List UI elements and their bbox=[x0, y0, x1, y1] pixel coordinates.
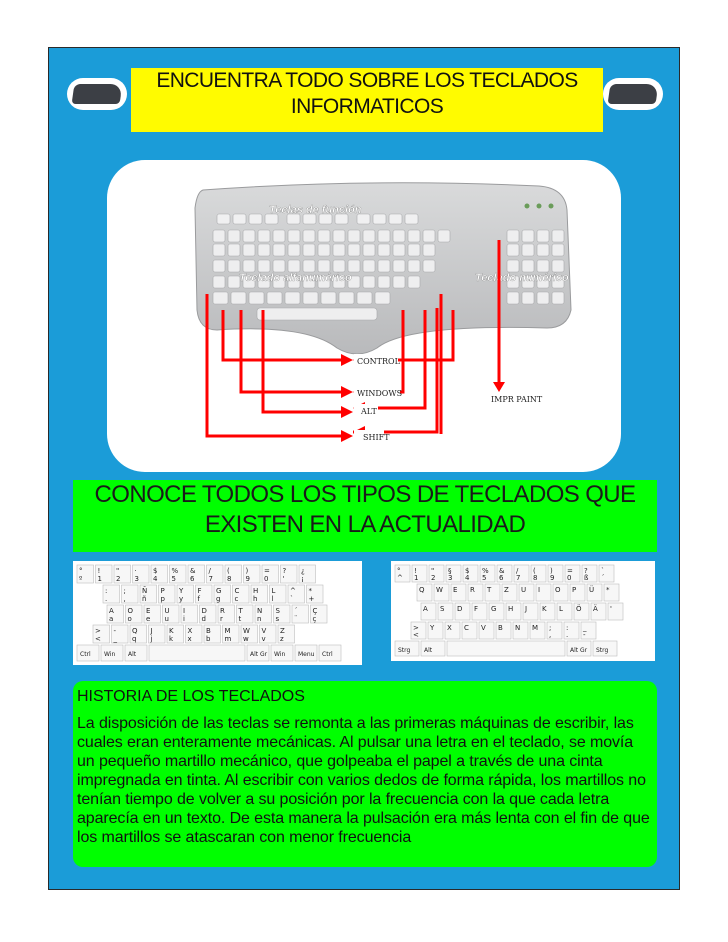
layout-key-label: ? bbox=[282, 567, 287, 575]
history-box bbox=[73, 681, 657, 867]
photo-key bbox=[537, 292, 549, 304]
layout-key-label: 6 bbox=[499, 574, 504, 582]
layout-key-label: G bbox=[491, 605, 497, 613]
layout-key-label: H bbox=[253, 587, 259, 595]
layout-key-label: § bbox=[448, 567, 452, 575]
photo-key bbox=[249, 292, 264, 304]
callout-labels bbox=[354, 354, 543, 443]
layout-key-label: S bbox=[275, 607, 280, 615]
layout-key-label: N bbox=[515, 624, 521, 632]
layout-key-label: f bbox=[197, 595, 200, 603]
layout-key-label: X bbox=[447, 624, 452, 632]
layout-spacebar bbox=[447, 641, 565, 656]
layout-key-label: Win bbox=[104, 651, 116, 658]
photo-key bbox=[318, 244, 330, 256]
photo-key bbox=[522, 260, 534, 272]
photo-key bbox=[393, 276, 405, 288]
photo-key bbox=[408, 276, 420, 288]
layout-key-label: , bbox=[549, 631, 552, 639]
layout-key-label: 2 bbox=[116, 575, 121, 583]
layout-key-label: x bbox=[187, 635, 192, 643]
layout-key-label: Z bbox=[504, 586, 509, 594]
history-heading: HISTORIA DE LOS TECLADOS bbox=[77, 688, 305, 705]
photo-key bbox=[507, 230, 519, 242]
photo-key bbox=[423, 244, 435, 256]
layout-key-label: h bbox=[253, 595, 258, 603]
title-line-2: INFORMATICOS bbox=[290, 95, 444, 118]
photo-key bbox=[522, 292, 534, 304]
layout-key-label: ^ bbox=[290, 587, 296, 595]
layout-key-label: t bbox=[238, 615, 242, 623]
layout-key-label: Alt bbox=[128, 651, 137, 658]
photo-key bbox=[522, 230, 534, 242]
layout-key-label: B bbox=[206, 627, 211, 635]
layout-key-label: M bbox=[532, 624, 539, 632]
label-shift: SHIFT bbox=[363, 433, 390, 442]
layout-key-label: / bbox=[208, 567, 211, 575]
photo-key bbox=[318, 260, 330, 272]
layout-key-label: _ bbox=[113, 635, 117, 643]
layout-key-label: L bbox=[559, 605, 563, 613]
layout-key-label: Y bbox=[430, 624, 435, 632]
label-alphanumeric: Teclado alfanumérico bbox=[239, 272, 352, 284]
layout-key-label: T bbox=[487, 586, 492, 594]
layout-key-label: * bbox=[308, 587, 312, 595]
photo-key bbox=[303, 260, 315, 272]
photo-key bbox=[348, 260, 360, 272]
poster bbox=[48, 47, 680, 890]
layout-key-label: ° bbox=[79, 567, 83, 575]
keyboard-thumbnail-left bbox=[67, 78, 127, 110]
photo-key bbox=[258, 244, 270, 256]
photo-key bbox=[285, 292, 300, 304]
photo-key bbox=[333, 260, 345, 272]
photo-key bbox=[378, 260, 390, 272]
layout-key-label: ) bbox=[245, 567, 249, 575]
layout-key-label: _ bbox=[583, 624, 587, 632]
layout-key-label: ( bbox=[227, 567, 230, 575]
photo-key bbox=[333, 230, 345, 242]
layout-key-label: W bbox=[243, 627, 250, 635]
photo-key bbox=[378, 244, 390, 256]
label-print-screen: IMPR PAINT bbox=[491, 395, 543, 404]
layout-key-label: Alt bbox=[424, 647, 433, 654]
layout-key-label: 5 bbox=[171, 575, 176, 583]
layout-key-label: ç bbox=[312, 615, 317, 623]
layout-key-label: q bbox=[132, 635, 137, 643]
layout-key-label: ! bbox=[414, 567, 417, 575]
layout-key-label: v bbox=[261, 635, 266, 643]
layout-key-label: C bbox=[234, 587, 240, 595]
layout-key-label: ` bbox=[290, 595, 294, 603]
layout-key-label: z bbox=[280, 635, 284, 643]
layout-key-label: ' bbox=[610, 605, 612, 613]
layout-key-label: 9 bbox=[550, 574, 555, 582]
photo-key bbox=[363, 230, 375, 242]
layout-key-label: V bbox=[481, 624, 486, 632]
layout-key-label: ¿ bbox=[301, 567, 305, 575]
photo-key bbox=[228, 244, 240, 256]
layout-key-label: % bbox=[171, 567, 179, 575]
layout-key-label: d bbox=[201, 615, 206, 623]
photo-key bbox=[408, 244, 420, 256]
layout-key-label: Ç bbox=[312, 607, 318, 615]
layout-key-label: L bbox=[271, 587, 276, 595]
layout-key-label: a bbox=[109, 615, 114, 623]
layout-key-label: - bbox=[583, 631, 586, 639]
layout-key-label: ¨ bbox=[294, 615, 298, 623]
layout-key-label: j bbox=[150, 635, 153, 643]
layout-key-label: & bbox=[499, 567, 505, 575]
layout-key-label: W bbox=[436, 586, 443, 594]
photo-key bbox=[258, 260, 270, 272]
photo-key bbox=[243, 260, 255, 272]
layout-key-label: I bbox=[183, 607, 186, 615]
layout-key-label: 5 bbox=[482, 574, 487, 582]
layout-key-label: ´ bbox=[601, 574, 605, 582]
layout-key-label: U bbox=[521, 586, 527, 594]
layout-key-label: ! bbox=[97, 567, 101, 575]
photo-key bbox=[228, 260, 240, 272]
layout-key-label: 1 bbox=[97, 575, 102, 583]
layout-key-label: 0 bbox=[567, 574, 572, 582]
layout-key-label: ° bbox=[397, 567, 401, 575]
status-led bbox=[537, 204, 542, 209]
layout-key-label: ´ bbox=[294, 607, 298, 615]
photo-key bbox=[273, 260, 285, 272]
photo-key bbox=[231, 292, 246, 304]
photo-key bbox=[438, 230, 450, 242]
layout-key-label: F bbox=[197, 587, 202, 595]
layout-key-label: K bbox=[542, 605, 547, 613]
layout-key-label: R bbox=[220, 607, 225, 615]
photo-key bbox=[213, 244, 225, 256]
layout-key-label: $ bbox=[153, 567, 158, 575]
photo-key bbox=[522, 244, 534, 256]
photo-key bbox=[243, 244, 255, 256]
photo-key bbox=[228, 230, 240, 242]
layout-key-label: ( bbox=[533, 567, 536, 575]
layout-key-label: Ä bbox=[593, 605, 598, 613]
layout-key-label: / bbox=[516, 567, 519, 575]
label-alt: ALT bbox=[361, 407, 377, 416]
photo-key bbox=[552, 260, 564, 272]
dvorak-layout bbox=[73, 561, 362, 665]
layout-key-label: D bbox=[457, 605, 463, 613]
photo-key bbox=[258, 230, 270, 242]
photo-key bbox=[339, 292, 354, 304]
keyboard-thumbnail-right bbox=[603, 78, 663, 110]
layout-key-label: Ñ bbox=[142, 587, 148, 595]
layout-key-label: ' bbox=[282, 575, 285, 583]
keyboard-diagram bbox=[107, 160, 621, 472]
layout-key-label: < bbox=[95, 635, 101, 643]
layout-key-label: 0 bbox=[264, 575, 269, 583]
layout-key-label: S bbox=[440, 605, 445, 613]
photo-key bbox=[507, 292, 519, 304]
photo-key bbox=[393, 244, 405, 256]
layout-key-label: s bbox=[275, 615, 280, 623]
title-banner bbox=[131, 68, 603, 132]
layout-key-label: + bbox=[308, 595, 315, 603]
layout-key-label: 2 bbox=[431, 574, 436, 582]
german-layout-image bbox=[391, 561, 655, 661]
layout-key-label: " bbox=[431, 567, 435, 575]
photo-key bbox=[273, 244, 285, 256]
photo-key bbox=[423, 260, 435, 272]
layout-key-label: A bbox=[423, 605, 428, 613]
photo-key bbox=[333, 244, 345, 256]
layout-key-label: * bbox=[606, 586, 610, 594]
layout-key-label: y bbox=[179, 595, 184, 603]
photo-function-key bbox=[389, 214, 402, 224]
layout-key-label: e bbox=[146, 615, 151, 623]
layout-key-label: A bbox=[109, 607, 114, 615]
photo-key bbox=[348, 244, 360, 256]
layout-key-label: Win bbox=[274, 651, 286, 658]
layout-key-label: N bbox=[257, 607, 263, 615]
layout-key-label: O bbox=[555, 586, 561, 594]
layout-key-label: g bbox=[216, 595, 221, 603]
layout-key-label: Strg bbox=[596, 647, 609, 654]
photo-function-key bbox=[405, 214, 418, 224]
layout-key-label: 7 bbox=[516, 574, 521, 582]
photo-key bbox=[303, 230, 315, 242]
layout-key-label: 6 bbox=[190, 575, 195, 583]
layout-key-label: m bbox=[224, 635, 232, 643]
status-led bbox=[525, 204, 530, 209]
photo-function-key bbox=[217, 214, 230, 224]
photo-key bbox=[537, 244, 549, 256]
layout-key-label: Strg bbox=[398, 647, 411, 654]
layout-key-label: . bbox=[566, 631, 569, 639]
layout-key-label: Y bbox=[179, 587, 184, 595]
photo-key bbox=[288, 244, 300, 256]
photo-key bbox=[288, 260, 300, 272]
layout-key-label: M bbox=[224, 627, 231, 635]
layout-key-label: 3 bbox=[134, 575, 139, 583]
layout-key-label: c bbox=[234, 595, 239, 603]
photo-key bbox=[213, 292, 228, 304]
photo-key bbox=[552, 292, 564, 304]
status-led bbox=[549, 204, 554, 209]
layout-key-label: 9 bbox=[245, 575, 250, 583]
layout-key-label: B bbox=[498, 624, 503, 632]
label-numeric-keypad: Teclado numérico bbox=[475, 272, 569, 284]
photo-key bbox=[537, 260, 549, 272]
layout-key-label: I bbox=[538, 586, 541, 594]
section-heading-line-1: CONOCE TODOS LOS TIPOS DE TECLADOS QUE bbox=[94, 481, 636, 508]
label-windows: WINDOWS bbox=[357, 389, 403, 398]
photo-key bbox=[213, 230, 225, 242]
photo-key bbox=[213, 260, 225, 272]
layout-key-label: X bbox=[187, 627, 193, 635]
layout-key-label: E bbox=[453, 586, 458, 594]
layout-key-label: % bbox=[482, 567, 489, 575]
layout-key-label: ` bbox=[601, 567, 605, 575]
layout-key-label: O bbox=[127, 607, 134, 615]
photo-key bbox=[303, 244, 315, 256]
photo-key bbox=[363, 276, 375, 288]
layout-key-label: Ctrl bbox=[80, 651, 91, 658]
layout-key-label: 3 bbox=[448, 574, 453, 582]
layout-key-label: r bbox=[220, 615, 223, 623]
layout-key-label: D bbox=[201, 607, 207, 615]
photo-key bbox=[318, 230, 330, 242]
layout-key-label: ; bbox=[549, 624, 552, 632]
layout-key-label: Ctrl bbox=[322, 651, 333, 658]
photo-key bbox=[321, 292, 336, 304]
photo-function-key bbox=[233, 214, 246, 224]
layout-key-label: K bbox=[169, 627, 174, 635]
photo-key bbox=[303, 292, 318, 304]
layout-key-label: = bbox=[567, 567, 573, 575]
layout-key-label: 8 bbox=[227, 575, 232, 583]
layout-key-label: w bbox=[243, 635, 249, 643]
layout-key-label: o bbox=[127, 615, 132, 623]
photo-key bbox=[408, 260, 420, 272]
photo-key bbox=[507, 244, 519, 256]
layout-key-label: º bbox=[79, 575, 83, 583]
layout-key-label: · bbox=[134, 567, 137, 575]
keyboard-diagram-panel bbox=[107, 160, 621, 472]
photo-key bbox=[273, 230, 285, 242]
dvorak-layout-image bbox=[73, 561, 362, 665]
layout-key-label: k bbox=[169, 635, 174, 643]
layout-key-label: 8 bbox=[533, 574, 538, 582]
photo-key bbox=[423, 230, 435, 242]
layout-key-label: T bbox=[238, 607, 243, 615]
photo-key bbox=[243, 230, 255, 242]
layout-key-label: ¡ bbox=[301, 575, 304, 583]
layout-key-label: < bbox=[413, 631, 419, 639]
layout-key-label: p bbox=[160, 595, 165, 603]
layout-key-label: V bbox=[261, 627, 267, 635]
layout-key-label: J bbox=[525, 605, 528, 613]
layout-key-label: : bbox=[566, 624, 569, 632]
layout-key-label: > bbox=[413, 624, 419, 632]
layout-key-label: Q bbox=[132, 627, 138, 635]
layout-key-label: , bbox=[123, 595, 126, 603]
photo-key bbox=[363, 244, 375, 256]
layout-key-label: 1 bbox=[414, 574, 419, 582]
layout-key-label: 4 bbox=[153, 575, 158, 583]
layout-key-label: C bbox=[464, 624, 469, 632]
layout-key-label: i bbox=[183, 615, 185, 623]
layout-key-label: ñ bbox=[142, 595, 147, 603]
photo-key bbox=[378, 276, 390, 288]
layout-key-label: 7 bbox=[208, 575, 213, 583]
photo-key bbox=[378, 230, 390, 242]
german-layout bbox=[391, 561, 655, 661]
layout-key-label: = bbox=[264, 567, 270, 575]
layout-key-label: G bbox=[216, 587, 222, 595]
photo-key bbox=[393, 230, 405, 242]
layout-key-label: Ü bbox=[589, 586, 595, 594]
section-heading-line-2: EXISTEN EN LA ACTUALIDAD bbox=[204, 511, 526, 538]
layout-key-label: Ö bbox=[576, 605, 582, 613]
layout-key-label: E bbox=[146, 607, 151, 615]
photo-key bbox=[393, 260, 405, 272]
layout-key-label: Q bbox=[419, 586, 425, 594]
layout-key-label: $ bbox=[465, 567, 470, 575]
layout-key-label: . bbox=[105, 595, 108, 603]
photo-key bbox=[507, 260, 519, 272]
layout-key-label: ; bbox=[123, 587, 126, 595]
layout-key-label: Z bbox=[280, 627, 285, 635]
layout-key-label: l bbox=[271, 595, 274, 603]
layout-key-label: & bbox=[190, 567, 196, 575]
label-function-keys: Teclas de función bbox=[269, 204, 362, 216]
layout-key-label: Alt Gr bbox=[250, 651, 268, 658]
layout-key-label: b bbox=[206, 635, 211, 643]
layout-key-label: - bbox=[113, 627, 117, 635]
layout-key-label: > bbox=[95, 627, 101, 635]
layout-key-label: P bbox=[160, 587, 165, 595]
history-body: La disposición de las teclas se remonta a las primeras máquinas de escribir, las cuales eran enteramente mecánicas. Al pulsar una letra en el teclado, se movía un pequeño martillo mecánico, que golpeaba el papel a través de una cinta impregnada en tinta. Al escribir con varios dedos de forma rápida, los martillos no tenían tiempo de volver a su posición por la frecuencia con la que cada letra aparecía en un texto. De esta manera la pulsación era más lenta con el fin de que los martillos se atascaran con menor frecuencia bbox=[77, 715, 650, 846]
layout-key-label: n bbox=[257, 615, 262, 623]
photo-key bbox=[357, 292, 372, 304]
title-line-1: ENCUENTRA TODO SOBRE LOS TECLADOS bbox=[156, 69, 578, 92]
section-heading bbox=[73, 480, 657, 552]
layout-key-label: R bbox=[470, 586, 475, 594]
photo-key bbox=[363, 260, 375, 272]
photo-key bbox=[552, 244, 564, 256]
layout-key-label: Alt Gr bbox=[570, 647, 588, 654]
layout-key-label: U bbox=[164, 607, 170, 615]
layout-key-label: ) bbox=[550, 567, 553, 575]
layout-key-label: " bbox=[116, 567, 120, 575]
layout-key-label: 4 bbox=[465, 574, 470, 582]
layout-key-label: Menu bbox=[298, 651, 315, 658]
photo-key bbox=[375, 292, 390, 304]
layout-key-label: ß bbox=[584, 574, 589, 582]
photo-function-key bbox=[249, 214, 262, 224]
layout-key-label: ^ bbox=[397, 574, 403, 582]
layout-key-label: : bbox=[105, 587, 108, 595]
layout-key-label: ? bbox=[584, 567, 588, 575]
layout-key-label: u bbox=[164, 615, 169, 623]
layout-key-label: J bbox=[150, 627, 153, 635]
photo-key bbox=[213, 276, 225, 288]
photo-key bbox=[288, 230, 300, 242]
label-control: CONTROL bbox=[357, 357, 400, 366]
photo-key bbox=[267, 292, 282, 304]
photo-spacebar bbox=[257, 308, 377, 320]
layout-key-label: P bbox=[572, 586, 577, 594]
photo-key bbox=[552, 230, 564, 242]
photo-function-key bbox=[373, 214, 386, 224]
photo-key bbox=[537, 230, 549, 242]
photo-key bbox=[348, 230, 360, 242]
layout-spacebar bbox=[149, 645, 245, 661]
layout-key-label: F bbox=[474, 605, 479, 613]
layout-key-label: H bbox=[508, 605, 514, 613]
photo-key bbox=[408, 230, 420, 242]
